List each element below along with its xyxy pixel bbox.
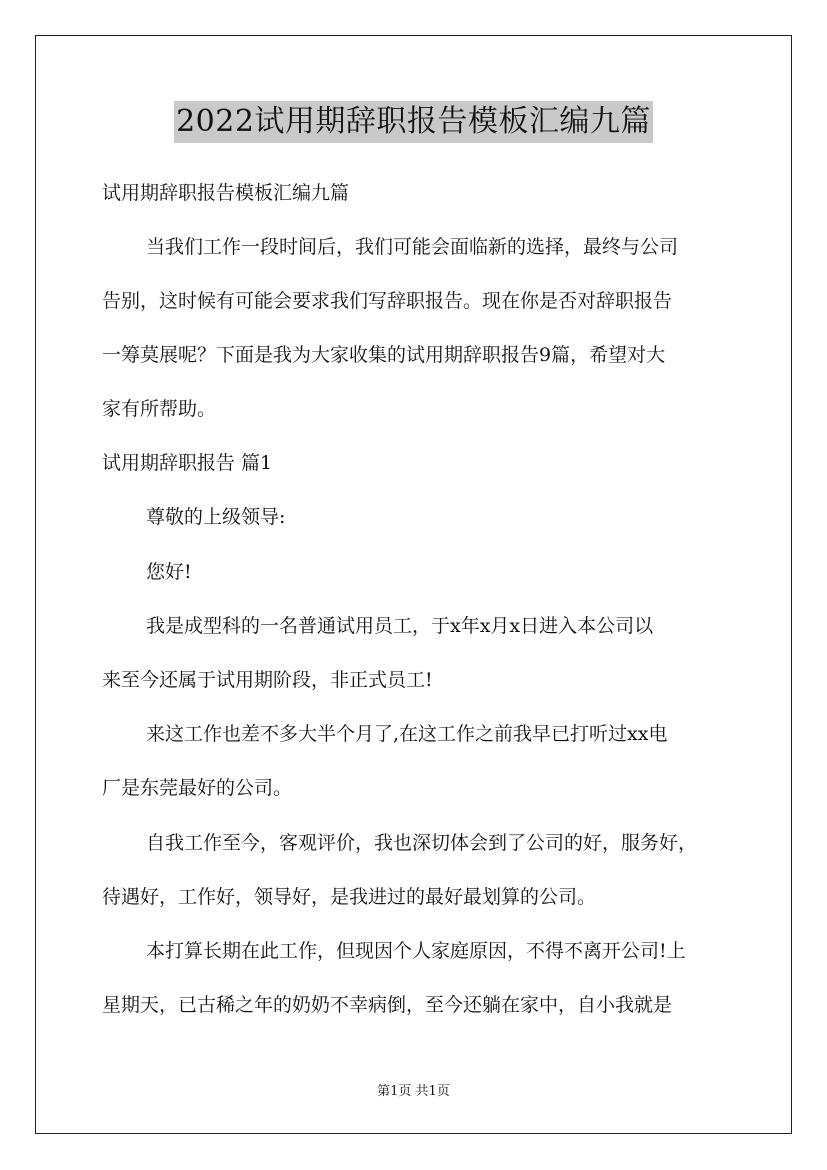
greeting: 您好! [146,561,192,583]
para3-line-1: 自我工作至今，客观评价，我也深切体会到了公司的好，服务好， [146,832,698,854]
para2-line-2: 厂是东莞最好的公司。 [102,777,293,799]
intro-line-2: 告别，这时候有可能会要求我们写辞职报告。现在你是否对辞职报告 [102,290,673,312]
para1-line-2: 来至今还属于试用期阶段，非正式员工! [102,669,433,691]
document-title: 2022试用期辞职报告模板汇编九篇 [174,101,653,143]
para3-line-2: 待遇好，工作好，领导好，是我进过的最好最划算的公司。 [102,886,597,908]
intro-line-4: 家有所帮助。 [102,398,217,420]
para2-line-1: 来这工作也差不多大半个月了,在这工作之前我早已打听过xx电 [146,723,668,745]
para4-line-1: 本打算长期在此工作，但现因个人家庭原因，不得不离开公司!上 [146,940,686,962]
page-footer: 第1页 共1页 [377,1084,450,1099]
title-container [0,101,827,143]
section-heading: 试用期辞职报告 篇1 [102,452,273,474]
salutation: 尊敬的上级领导: [146,506,286,528]
para1-line-1: 我是成型科的一名普通试用员工，于x年x月x日进入本公司以 [146,615,654,637]
intro-line-3: 一筹莫展呢？下面是我为大家收集的试用期辞职报告9篇，希望对大 [102,344,666,366]
para4-line-2: 星期天，已古稀之年的奶奶不幸病倒，至今还躺在家中，自小我就是 [102,994,673,1016]
intro-line-1: 当我们工作一段时间后，我们可能会面临新的选择，最终与公司 [146,236,679,258]
document-subtitle: 试用期辞职报告模板汇编九篇 [102,182,350,204]
